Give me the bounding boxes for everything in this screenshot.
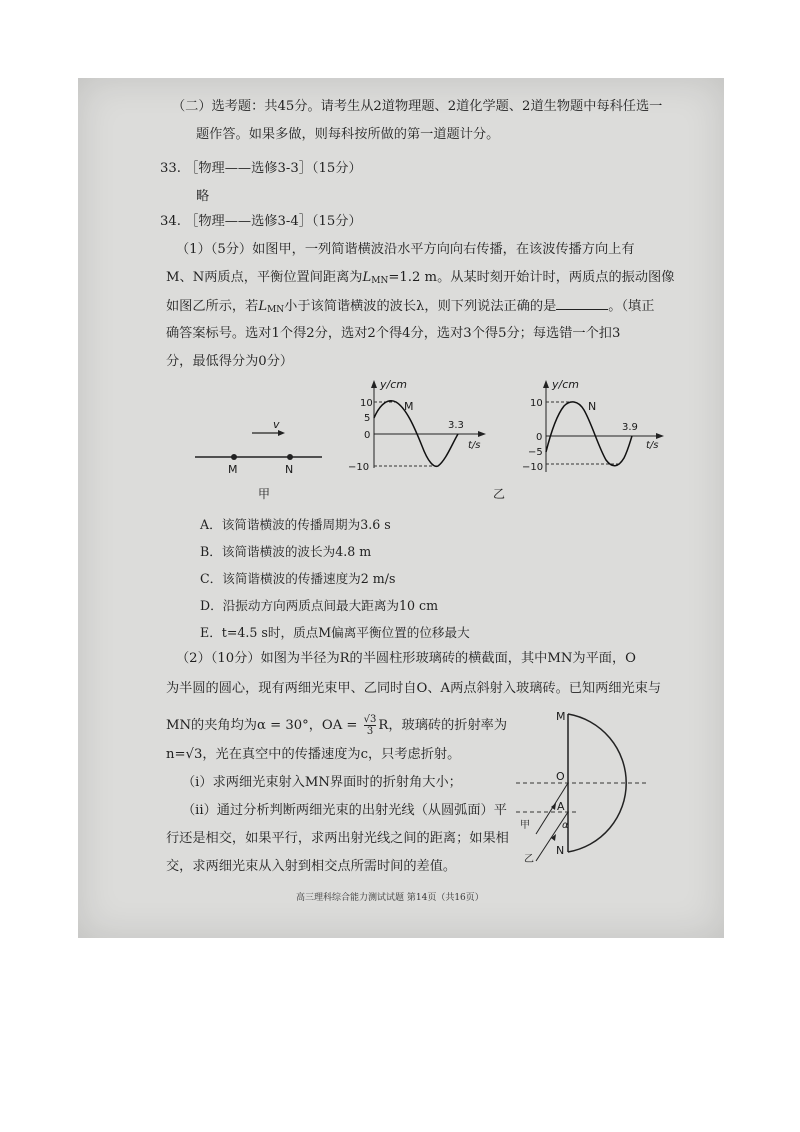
- y-arrow: [543, 380, 549, 388]
- q34-part2-line-4: n=√3，光在真空中的传播速度为c，只考虑折射。: [166, 747, 461, 762]
- q34-part2-i: （i）求两细光束射入MN界面时的折射角大小；: [182, 775, 462, 790]
- q34-part2-line-1: （2）（10分）如图为半径为R的半圆柱形玻璃砖的横截面，其中MN为平面，O: [176, 651, 636, 666]
- tick-minus5: −5: [528, 447, 543, 458]
- q34-part1-line-1: （1）（5分）如图甲，一列简谐横波沿水平方向向右传播，在该波传播方向上有: [176, 242, 635, 257]
- x-arrow: [478, 431, 486, 437]
- curve-label-M: M: [404, 400, 414, 413]
- tick-t-end: 3.9: [622, 422, 638, 433]
- figure-caption-yi: 乙: [493, 487, 506, 501]
- tick-10: 10: [360, 398, 373, 409]
- page-footer: 高三理科综合能力测试试题 第14页（共16页）: [296, 893, 484, 903]
- answer-blank: [556, 299, 608, 310]
- option-E: E．t=4.5 s时，质点M偏离平衡位置的位移最大: [200, 625, 470, 640]
- label-O: O: [556, 770, 565, 783]
- curve-label-N: N: [588, 400, 597, 413]
- tick-5: 5: [364, 413, 371, 424]
- q34-part1-line-3: 如图乙所示，若$L_{MN}$小于该简谐横波的波长λ，则下列说法正确的是 。（填正: [166, 299, 655, 315]
- instructions-line-2: 题作答。如果多做，则每科按所做的第一道题计分。: [196, 127, 500, 142]
- option-B: B．该简谐横波的波长为4.8 m: [200, 544, 372, 559]
- q33-title: 33. ［物理——选修3-3］（15分）: [160, 161, 362, 176]
- vibration-graph-M: [340, 376, 490, 476]
- y-arrow: [371, 380, 377, 388]
- velocity-label: v: [273, 418, 280, 431]
- q34-part2-line-3: MN的夹角均为α = 30°，OA = $\frac{√3}{3}$ R，玻璃砖的折射率为: [166, 714, 508, 737]
- semicircle-glass-diagram: [506, 706, 656, 866]
- x-label: t/s: [646, 440, 659, 451]
- point-M: [231, 454, 237, 460]
- figure-caption-jia: 甲: [258, 487, 271, 501]
- q34-title: 34. ［物理——选修3-4］（15分）: [160, 214, 362, 229]
- x-label: t/s: [468, 440, 481, 451]
- tick-0: 0: [364, 430, 371, 441]
- q34-part2-ii-line-1: （ii）通过分析判断两细光束的出射光线（从圆弧面）平: [182, 803, 507, 818]
- instructions-line-1: （二）选考题：共45分。请考生从2道物理题、2道化学题、2道生物题中每科任选一: [172, 99, 663, 114]
- label-alpha: α: [562, 820, 569, 831]
- tick-t-end: 3.3: [448, 420, 464, 431]
- label-N: N: [285, 463, 294, 475]
- option-A: A．该简谐横波的传播周期为3.6 s: [200, 517, 391, 532]
- label-beam-yi: 乙: [524, 854, 534, 865]
- q34-part2-line-2: 为半圆的圆心，现有两细光束甲、乙同时自O、A两点斜射入玻璃砖。已知两细光束与: [166, 681, 662, 696]
- label-beam-jia: 甲: [520, 820, 530, 831]
- tick-minus10: −10: [348, 462, 370, 473]
- tick-minus10: −10: [522, 462, 544, 473]
- y-label: y/cm: [380, 378, 407, 391]
- y-label: y/cm: [552, 378, 579, 391]
- q34-part2-ii-line-2: 行还是相交，如果平行，求两出射光线之间的距离；如果相: [166, 831, 509, 846]
- tick-0: 0: [536, 432, 543, 443]
- x-arrow: [656, 433, 664, 439]
- option-D: D．沿振动方向两质点间最大距离为10 cm: [200, 598, 439, 613]
- label-A: A: [557, 800, 565, 813]
- point-N: [287, 454, 293, 460]
- q34-part1-line-2: M、N两质点，平衡位置间距离为$L_{MN}=1.2$ m。从某时刻开始计时，两质点的振动图像: [166, 270, 675, 286]
- label-N: N: [556, 844, 565, 857]
- label-M: M: [556, 710, 566, 723]
- q34-part1-line-5: 分，最低得分为0分）: [166, 354, 294, 369]
- q33-body: 略: [196, 189, 210, 204]
- q34-part2-ii-line-3: 交，求两细光束从入射到相交点所需时间的差值。: [166, 859, 457, 874]
- option-C: C．该简谐横波的传播速度为2 m/s: [200, 571, 396, 586]
- fraction-sqrt3-over-3: $\frac{√3}{3}$: [363, 714, 377, 737]
- figure-jia-wave: [190, 415, 330, 475]
- vibration-graph-N: [510, 376, 670, 476]
- label-M: M: [228, 463, 238, 475]
- q34-part1-line-4: 确答案标号。选对1个得2分，选对2个得4分，选对3个得5分；每选错一个扣3: [166, 326, 621, 341]
- tick-10: 10: [530, 398, 543, 409]
